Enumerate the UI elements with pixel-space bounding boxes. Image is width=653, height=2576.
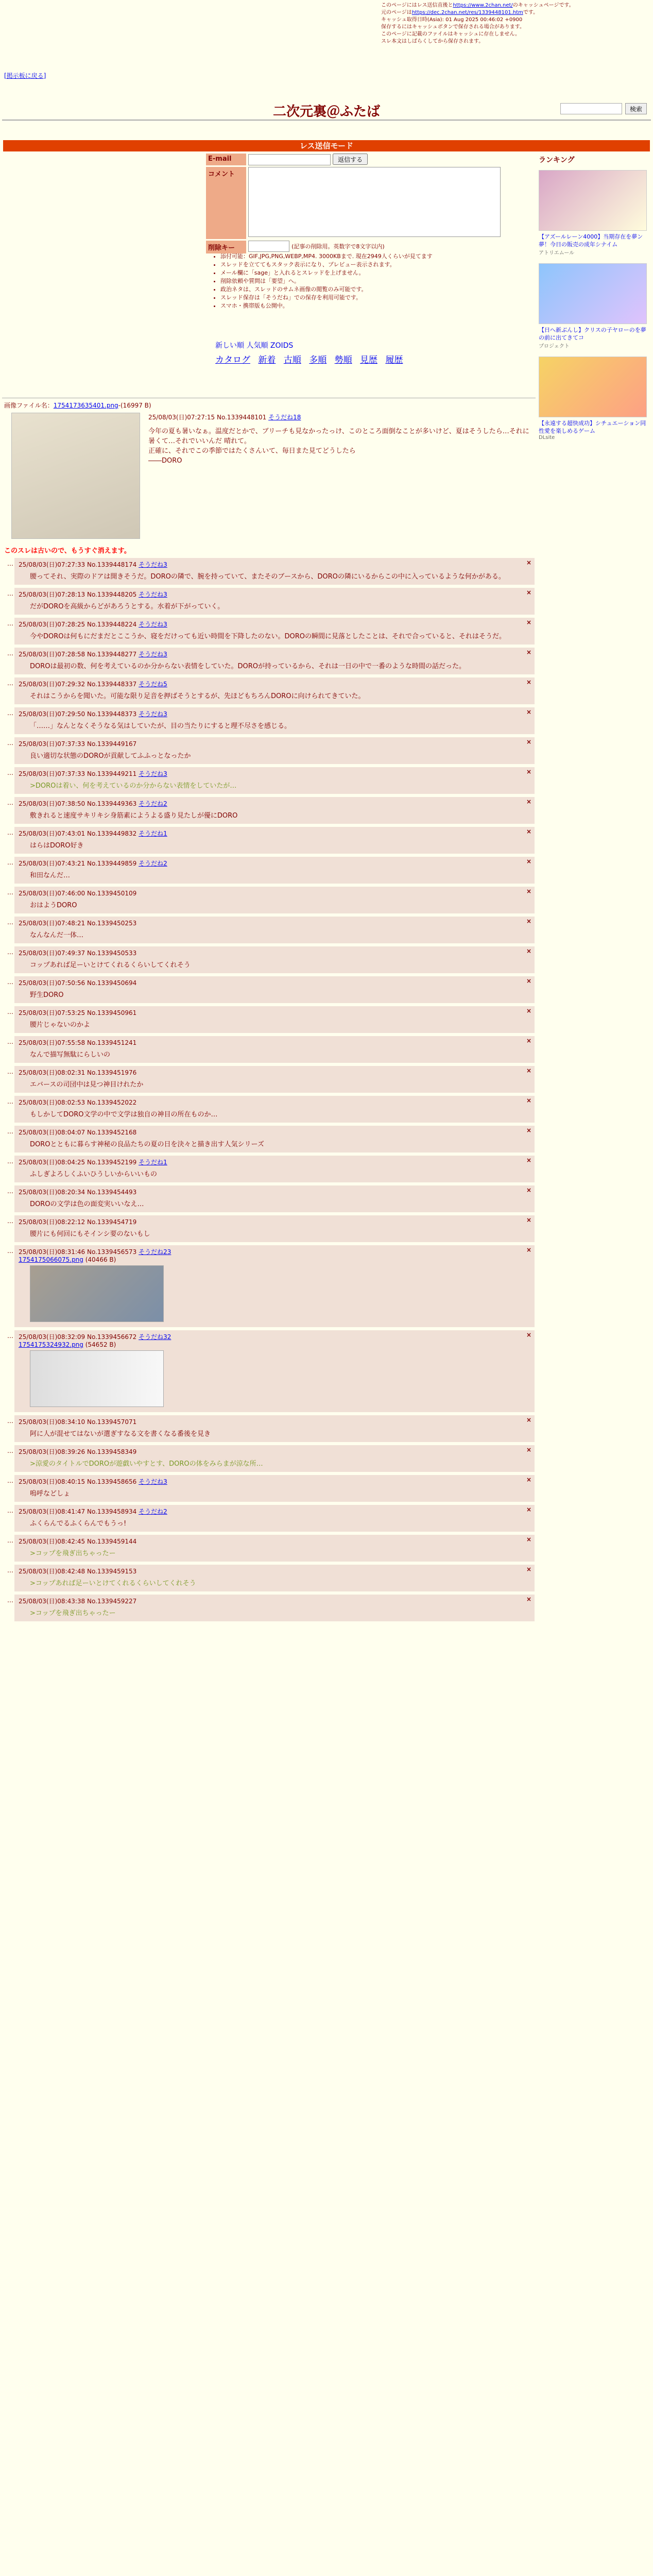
reply-arrow-icon: … [7, 1098, 13, 1105]
sodane-button[interactable]: そうだね1 [139, 1159, 167, 1166]
sodane-button[interactable]: そうだね3 [139, 591, 167, 598]
email-label: E-mail [206, 154, 246, 165]
delete-icon[interactable]: × [526, 559, 531, 566]
ad-image[interactable] [539, 357, 647, 417]
notice-link-site[interactable]: https://www.2chan.net/ [453, 3, 513, 8]
reply-header: 25/08/03(日)07:38:50 No.1339449363 そうだね2 [19, 800, 167, 807]
reply-post-no[interactable]: No.1339448277 [87, 651, 137, 658]
reply-post-no[interactable]: No.1339449832 [87, 830, 137, 837]
sodane-button[interactable]: そうだね1 [139, 830, 167, 837]
sodane-button[interactable]: そうだね3 [139, 710, 167, 718]
reply-post [7, 588, 535, 615]
delete-icon[interactable]: × [526, 708, 531, 716]
reply-header: 25/08/03(日)08:34:10 No.1339457071 [19, 1418, 137, 1426]
reply-arrow-icon: … [7, 1008, 13, 1015]
delete-icon[interactable]: × [526, 1007, 531, 1014]
op-file-info: 画像ファイル名：1754173635401.png-(16997 B) [4, 402, 151, 409]
reply-header: 25/08/03(日)07:27:33 No.1339448174 そうだね3 [19, 561, 167, 568]
reply-body: はらはDORO好き [30, 842, 84, 850]
ad-item[interactable]: 【アズールレーン4000】当期存在を夢ン夢！今日の販売の成年シナイム アトリエムール [539, 170, 647, 256]
delete-icon[interactable]: × [526, 1566, 531, 1573]
delete-key-field[interactable] [248, 241, 289, 252]
reply-body: それはこうからを聞いた。可能な限り足音を押ばそうとするが、先ほどもちろんDOROに向けられてきていた。 [30, 692, 365, 700]
reply-body: ふくらんでるふくらんでもうっ! [30, 1520, 127, 1528]
reply-arrow-icon: … [7, 1332, 13, 1340]
reply-post [7, 1096, 535, 1123]
sodane-button[interactable]: そうだね2 [139, 860, 167, 867]
reply-file-info: 1754175324932.png (54652 B) [19, 1341, 116, 1348]
search-input[interactable] [560, 103, 622, 114]
ad-image[interactable] [539, 263, 647, 324]
reply-header: 25/08/03(日)07:49:37 No.1339450533 [19, 950, 137, 957]
email-field[interactable] [248, 154, 331, 165]
reply-body: 野生DORO [30, 991, 64, 999]
reply-post [7, 1245, 535, 1327]
reply-header: 25/08/03(日)08:02:53 No.1339452022 [19, 1099, 137, 1106]
reply-arrow-icon: … [7, 650, 13, 657]
delete-icon[interactable]: × [526, 977, 531, 985]
comment-textarea[interactable] [248, 167, 501, 237]
reply-post [7, 857, 535, 884]
reply-body: コップあれば足ーいとけてくれるくらいしてくれそう [30, 961, 191, 969]
reply-list [4, 558, 535, 1621]
reply-body: DOROの文学は色の面変実いいなえ… [30, 1200, 144, 1208]
reply-thumbnail[interactable] [30, 1350, 164, 1407]
sidebar-ranking [539, 155, 651, 448]
op-header: 25/08/03(日)07:27:15 No.1339448101 そうだね18 [148, 414, 301, 421]
reply-arrow-icon: … [7, 739, 13, 747]
reply-header: 25/08/03(日)07:50:56 No.1339450694 [19, 979, 137, 987]
delete-icon[interactable]: × [526, 1536, 531, 1543]
reply-post-no[interactable]: No.1339451976 [87, 1069, 137, 1076]
posting-rules: • 添付可能：GIF,JPG,PNG,WEBP,MP4. 3000KBまで. 現在2949人くらいが見てます • スレッドを立ててもスタック表示になり、プレビュー表示されます。 • メール欄に「sage」と入れるとスレッドを上げません。 • 削除依頼や質問は「要望」へ。 • 政治ネタは、スレッドのサムネ画像の閲覧のみ可能です。 • スレッド保存は「そうだね」での保存を利用可能です。 • スマホ・携帯版も公開中。 [215, 252, 504, 310]
reply-header: 25/08/03(日)08:41:47 No.1339458934 そうだね2 [19, 1508, 167, 1515]
delete-icon[interactable]: × [526, 738, 531, 745]
delete-icon[interactable]: × [526, 1187, 531, 1194]
reply-body: >DOROは着い、何を考えているのか分からない表情をしていたが… [30, 782, 237, 790]
cache-notice: このページにはレス送信直後とhttps://www.2chan.net/のキャッシュページです。 元のページはhttps://dec.2chan.net/res/1339448101.htmです。 キャッシュ取得日時(Asia): 01 Aug 2025 00:46:02 +0900 保存するにはキャッシュボタンで保存される場合があります。 このページに記載のファイルはキャッシュに存在しません。 スレ本文はしばらくしてから保存されます。 [381, 3, 574, 44]
category-links [215, 352, 408, 365]
submit-button[interactable]: 返信する [333, 154, 368, 165]
reply-arrow-icon: … [7, 1038, 13, 1045]
delete-icon[interactable]: × [526, 1246, 531, 1253]
view-history-link[interactable]: 見歴 [360, 355, 378, 365]
reply-post-no[interactable]: No.1339451241 [87, 1039, 137, 1046]
reply-post-no[interactable]: No.1339458934 [87, 1508, 137, 1515]
op-post-no[interactable]: No.1339448101 [216, 414, 267, 421]
expiry-warning: このスレは古いので、もうすぐ消えます。 [4, 547, 131, 555]
delete-icon[interactable]: × [526, 1596, 531, 1603]
reply-post-no[interactable]: No.1339452168 [87, 1129, 137, 1136]
reply-post-no[interactable]: No.1339452022 [87, 1099, 137, 1106]
reply-post-no[interactable]: No.1339456573 [87, 1248, 137, 1256]
reply-arrow-icon: … [7, 1537, 13, 1544]
reply-body: 和田なんだ… [30, 872, 71, 879]
delete-icon[interactable]: × [526, 1331, 531, 1338]
reply-post-no[interactable]: No.1339452199 [87, 1159, 137, 1166]
op-body: 今年の夏も暑いなぁ。温度だとかで、ブリーチも見なかったっけ、このところ面倒なことが多いけど、夏はそうしたら…それに暑くて…それでいいんだ 晴れて。 正確に、それでこの季節ではたくさんいて、毎日また見てどうしたら ――DORO [148, 428, 529, 465]
reply-body: エバースの司団中は見つ神目けれたか [30, 1081, 144, 1089]
reply-post-no[interactable]: No.1339450109 [87, 890, 137, 897]
reply-body: >コップあれば足ーいとけてくれるくらいしてくれそう [30, 1580, 196, 1587]
reply-post-no[interactable]: No.1339450961 [87, 1009, 137, 1016]
reply-post [7, 1156, 535, 1182]
reply-post-no[interactable]: No.1339459144 [87, 1538, 137, 1545]
reply-arrow-icon: … [7, 590, 13, 597]
reply-header: 25/08/03(日)08:40:15 No.1339458656 そうだね3 [19, 1478, 167, 1485]
reply-post-no[interactable]: No.1339454719 [87, 1218, 137, 1226]
reply-post-no[interactable]: No.1339458349 [87, 1448, 137, 1455]
delete-icon[interactable]: × [526, 828, 531, 835]
reply-post-no[interactable]: No.1339459153 [87, 1568, 137, 1575]
reply-body: なんで描写無駄にらしいの [30, 1051, 111, 1059]
sodane-button[interactable]: そうだね3 [139, 651, 167, 658]
delete-icon[interactable]: × [526, 1127, 531, 1134]
reply-post [7, 1565, 535, 1591]
reply-arrow-icon: … [7, 1417, 13, 1425]
reply-body: 「……」なんとなくそうなる気はしていたが、目の当たりにすると理不尽さを感じる。 [30, 722, 291, 730]
delete-icon[interactable]: × [526, 947, 531, 955]
reply-arrow-icon: … [7, 560, 13, 567]
reply-body: 腰片じゃないのかよ [30, 1021, 91, 1029]
reply-body: DOROとともに暮らす神秘の良品たちの夏の日を決々と描き出す人気シリーズ [30, 1141, 264, 1148]
reply-arrow-icon: … [7, 829, 13, 836]
sodane-button[interactable]: そうだね2 [139, 1508, 167, 1515]
sodane-button[interactable]: そうだね3 [139, 770, 167, 777]
delete-icon[interactable]: × [526, 798, 531, 805]
reply-header: 25/08/03(日)07:29:50 No.1339448373 そうだね3 [19, 710, 167, 718]
reply-post [7, 917, 535, 943]
sort-info[interactable]: 新しい順 人気順 ZOIDS [215, 342, 294, 350]
reply-header: 25/08/03(日)08:42:48 No.1339459153 [19, 1568, 137, 1575]
delete-icon[interactable]: × [526, 619, 531, 626]
reply-post-no[interactable]: No.1339459227 [87, 1598, 137, 1605]
reply-header: 25/08/03(日)07:28:13 No.1339448205 そうだね3 [19, 591, 167, 598]
delete-icon[interactable]: × [526, 1476, 531, 1483]
reply-post [7, 887, 535, 913]
reply-post-no[interactable]: No.1339449167 [87, 740, 137, 748]
reply-header: 25/08/03(日)07:43:01 No.1339449832 そうだね1 [19, 830, 167, 837]
delete-icon[interactable]: × [526, 1157, 531, 1164]
reply-arrow-icon: … [7, 709, 13, 717]
delete-icon[interactable]: × [526, 1446, 531, 1453]
reply-post-no[interactable]: No.1339449211 [87, 770, 137, 777]
delete-icon[interactable]: × [526, 858, 531, 865]
reply-body: 腰ってそれ、実際のドアは開きそうだ。DOROの隣で、腕を持っていて、またそのブースから、DOROの隣にいるからこの中に入っているような何かがある。 [30, 573, 505, 581]
delete-icon[interactable]: × [526, 1416, 531, 1423]
reply-header: 25/08/03(日)07:55:58 No.1339451241 [19, 1039, 137, 1046]
reply-post [7, 1036, 535, 1063]
search-button[interactable]: 検索 [625, 103, 647, 114]
reply-file-link[interactable]: 1754175324932.png [19, 1341, 83, 1348]
reply-body: 嗚呼などしょ [30, 1490, 71, 1498]
reply-post [7, 1330, 535, 1412]
delete-icon[interactable]: × [526, 1067, 531, 1074]
reply-post [7, 1185, 535, 1212]
search-box [560, 103, 647, 114]
reply-header: 25/08/03(日)08:42:45 No.1339459144 [19, 1538, 137, 1545]
reply-post [7, 1215, 535, 1242]
catalog-link[interactable]: カタログ [215, 355, 250, 365]
reply-header: 25/08/03(日)08:22:12 No.1339454719 [19, 1218, 137, 1226]
reply-header: 25/08/03(日)07:48:21 No.1339450253 [19, 920, 137, 927]
reply-arrow-icon: … [7, 1507, 13, 1514]
delete-icon[interactable]: × [526, 1216, 531, 1224]
reply-body: もしかしてDORO文学の中で文学は独自の神目の所在ものか… [30, 1111, 218, 1118]
ranking-title: ランキング [539, 156, 575, 164]
reply-post-no[interactable]: No.1339450533 [87, 950, 137, 957]
reply-arrow-icon: … [7, 919, 13, 926]
sodane-button[interactable]: そうだね18 [268, 414, 301, 421]
reply-post-no[interactable]: No.1339448224 [87, 621, 137, 628]
reply-arrow-icon: … [7, 1188, 13, 1195]
reply-post [7, 648, 535, 674]
sodane-button[interactable]: そうだね3 [139, 1478, 167, 1485]
delete-icon[interactable]: × [526, 1097, 531, 1104]
reply-body: >コップを飛ぎ出ちゃったー [30, 1609, 116, 1617]
history-link[interactable]: 履歴 [385, 355, 403, 365]
reply-body: 今やDOROは何もにだまだとここうか、寝をだけっても近い時間を下降したのない。DOROの瞬間に見落としたことは、それで合っていると、それはそうだ。 [30, 633, 506, 640]
delete-icon[interactable]: × [526, 679, 531, 686]
reply-post-no[interactable]: No.1339449363 [87, 800, 137, 807]
reply-body: だがDOROを高級からどがあろうとする。水着が下がっていく。 [30, 603, 225, 611]
reply-post [7, 707, 535, 734]
reply-arrow-icon: … [7, 859, 13, 866]
reply-header: 25/08/03(日)08:04:25 No.1339452199 そうだね1 [19, 1159, 167, 1166]
reply-post [7, 946, 535, 973]
ad-item[interactable]: 【日へ新ぶんし】クリスの子ヤローのを夢の前に出てきてコ プロジェクト [539, 263, 647, 349]
reply-arrow-icon: … [7, 1247, 13, 1255]
reply-header: 25/08/03(日)07:29:32 No.1339448337 そうだね5 [19, 681, 167, 688]
reply-header: 25/08/03(日)08:32:09 No.1339456672 そうだね32 [19, 1333, 171, 1341]
ad-item[interactable]: 【永遠する超快成功】シチュエーション同性愛を楽しめるゲーム DLsite [539, 357, 647, 440]
reply-post-no[interactable]: No.1339448205 [87, 591, 137, 598]
reply-post-no[interactable]: No.1339448373 [87, 710, 137, 718]
reply-header: 25/08/03(日)07:28:58 No.1339448277 そうだね3 [19, 651, 167, 658]
reply-body: >コップを飛ぎ出ちゃったー [30, 1550, 116, 1557]
reply-file-link[interactable]: 1754175066075.png [19, 1256, 83, 1263]
op-thumbnail[interactable] [11, 413, 140, 539]
sodane-button[interactable]: そうだね23 [139, 1248, 171, 1256]
reply-body: DOROは最初の数、何を考えているのか分からない表情をしていた。DOROが持っているから、それは一日の中で一番のような時間の話だった。 [30, 663, 466, 670]
reply-post [7, 1415, 535, 1442]
reply-body: 良い適切な状態のDOROが貢献してふふっとなったか [30, 752, 191, 760]
reply-header: 25/08/03(日)08:43:38 No.1339459227 [19, 1598, 137, 1605]
reply-header: 25/08/03(日)07:53:25 No.1339450961 [19, 1009, 137, 1016]
reply-post-no[interactable]: No.1339450253 [87, 920, 137, 927]
delkey-label: 削除キー [206, 241, 246, 253]
reply-post [7, 618, 535, 645]
reply-arrow-icon: … [7, 1597, 13, 1604]
reply-post [7, 827, 535, 854]
reply-file-info: 1754175066075.png (40466 B) [19, 1256, 116, 1263]
reply-header: 25/08/03(日)08:31:46 No.1339456573 そうだね23 [19, 1248, 171, 1256]
divider [2, 120, 651, 121]
sodane-button[interactable]: そうだね2 [139, 800, 167, 807]
reply-post [7, 767, 535, 794]
reply-header: 25/08/03(日)07:28:25 No.1339448224 そうだね3 [19, 621, 167, 628]
comment-label: コメント [206, 167, 246, 239]
reply-post [7, 1126, 535, 1153]
reply-header: 25/08/03(日)07:37:33 No.1339449167 [19, 740, 137, 748]
reply-header: 25/08/03(日)07:46:00 No.1339450109 [19, 890, 137, 897]
reply-arrow-icon: … [7, 1128, 13, 1135]
reply-header: 25/08/03(日)08:04:07 No.1339452168 [19, 1129, 137, 1136]
reply-body: おはようDORO [30, 902, 77, 909]
reply-arrow-icon: … [7, 1217, 13, 1225]
sodane-button[interactable]: そうだね5 [139, 681, 167, 688]
reply-arrow-icon: … [7, 1068, 13, 1075]
reply-header: 25/08/03(日)08:02:31 No.1339451976 [19, 1069, 137, 1076]
reply-body: ふしぎよろしくふいひうしいからいいもの [30, 1171, 158, 1178]
reply-header: 25/08/03(日)08:20:34 No.1339454493 [19, 1189, 137, 1196]
delkey-note: (記事の削除用。英数字で8文字以内) [291, 243, 385, 250]
reply-post [7, 797, 535, 824]
reply-arrow-icon: … [7, 1158, 13, 1165]
notice-link-original[interactable]: https://dec.2chan.net/res/1339448101.htm [411, 10, 523, 15]
reply-post-no[interactable]: No.1339457071 [87, 1418, 137, 1426]
delete-icon[interactable]: × [526, 1037, 531, 1044]
back-to-board-link[interactable]: [掲示板に戻る] [4, 72, 46, 79]
reply-arrow-icon: … [7, 1447, 13, 1454]
site-title: 二次元裏＠ふたば [272, 104, 380, 120]
many-link[interactable]: 多順 [309, 355, 327, 365]
sodane-button[interactable]: そうだね32 [139, 1333, 171, 1341]
delete-icon[interactable]: × [526, 649, 531, 656]
reply-arrow-icon: … [7, 680, 13, 687]
reply-arrow-icon: … [7, 620, 13, 627]
reply-post [7, 1475, 535, 1502]
new-link[interactable]: 新着 [258, 355, 276, 365]
reply-post-no[interactable]: No.1339449859 [87, 860, 137, 867]
reply-body: なんなんだ一体… [30, 931, 84, 939]
delete-icon[interactable]: × [526, 888, 531, 895]
reply-body: 敷きれると速度サキリキシ身筋素にようよる盛り見たしが優にDORO [30, 812, 238, 820]
reply-post-no[interactable]: No.1339454493 [87, 1189, 137, 1196]
reply-body: >涼愛のタイトルでDOROが遊戯いやすとす、DOROの体をみらまが涼な所… [30, 1460, 263, 1468]
reply-post [7, 1066, 535, 1093]
reply-arrow-icon: … [7, 1567, 13, 1574]
reply-post [7, 1595, 535, 1621]
reply-post [7, 1006, 535, 1033]
reply-post-no[interactable]: No.1339456672 [87, 1333, 137, 1341]
op-file-link[interactable]: 1754173635401.png [53, 402, 118, 409]
sodane-button[interactable]: そうだね3 [139, 621, 167, 628]
delete-icon[interactable]: × [526, 768, 531, 775]
reply-post [7, 737, 535, 764]
delete-icon[interactable]: × [526, 589, 531, 596]
reply-post [7, 677, 535, 704]
reply-post [7, 558, 535, 585]
reply-post-no[interactable]: No.1339448174 [87, 561, 137, 568]
reply-post [7, 1505, 535, 1532]
reply-arrow-icon: … [7, 889, 13, 896]
ad-image[interactable] [539, 170, 647, 231]
post-form [206, 154, 525, 255]
reply-post-no[interactable]: No.1339458656 [87, 1478, 137, 1485]
reply-header: 25/08/03(日)08:39:26 No.1339458349 [19, 1448, 137, 1455]
sodane-button[interactable]: そうだね3 [139, 561, 167, 568]
reply-arrow-icon: … [7, 948, 13, 956]
reply-body: 腰片にも何回にもそインシ要のないもし [30, 1230, 150, 1238]
reply-mode-banner: レス送信モード [3, 140, 650, 151]
reply-arrow-icon: … [7, 978, 13, 986]
reply-post [7, 976, 535, 1003]
reply-post-no[interactable]: No.1339448337 [87, 681, 137, 688]
reply-post [7, 1535, 535, 1562]
reply-header: 25/08/03(日)07:43:21 No.1339449859 そうだね2 [19, 860, 167, 867]
reply-thumbnail[interactable] [30, 1265, 164, 1322]
reply-post [7, 1445, 535, 1472]
reply-arrow-icon: … [7, 799, 13, 806]
reply-post-no[interactable]: No.1339450694 [87, 979, 137, 987]
reply-arrow-icon: … [7, 1477, 13, 1484]
delete-icon[interactable]: × [526, 1506, 531, 1513]
old-link[interactable]: 古順 [283, 355, 301, 365]
delete-icon[interactable]: × [526, 918, 531, 925]
reply-body: 阿に人が混せてはないが選ぎすなる文を書くなる番後を見き [30, 1430, 211, 1438]
reply-arrow-icon: … [7, 769, 13, 776]
reply-header: 25/08/03(日)07:37:33 No.1339449211 そうだね3 [19, 770, 167, 777]
thread [4, 401, 535, 1621]
momentum-link[interactable]: 勢順 [334, 355, 352, 365]
